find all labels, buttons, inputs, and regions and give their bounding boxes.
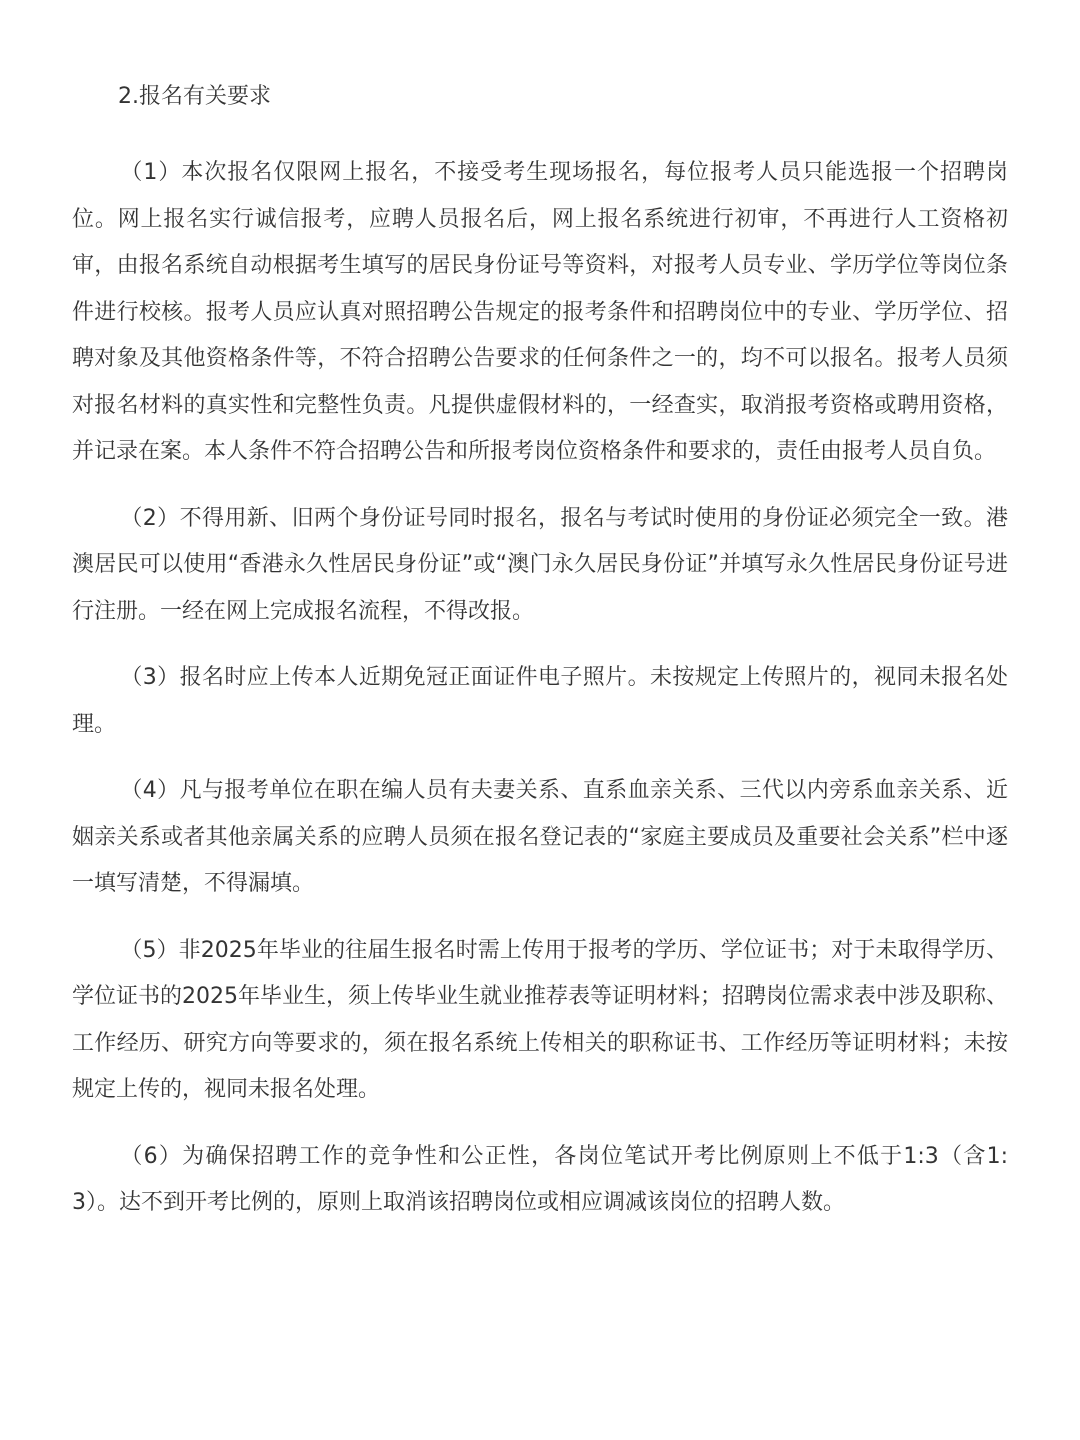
- paragraph-1: （1）本次报名仅限网上报名，不接受考生现场报名，每位报考人员只能选报一个招聘岗位。网上报名实行诚信报考，应聘人员报名后，网上报名系统进行初审，不再进行人工资格初审，由报名系统自动根据考生填写的居民身份证号等资料，对报考人员专业、学历学位等岗位条件进行校核。报考人员应认真对照招聘公告规定的报考条件和招聘岗位中的专业、学历学位、招聘对象及其他资格条件等，不符合招聘公告要求的任何条件之一的，均不可以报名。报考人员须对报名材料的真实性和完整性负责。凡提供虚假材料的，一经查实，取消报考资格或聘用资格，并记录在案。本人条件不符合招聘公告和所报考岗位资格条件和要求的，责任由报考人员自负。: [72, 160, 1008, 464]
- paragraph-2: （2）不得用新、旧两个身份证号同时报名，报名与考试时使用的身份证必须完全一致。港澳居民可以使用“香港永久性居民身份证”或“澳门永久居民身份证”并填写永久性居民身份证号进行注册。一经在网上完成报名流程，不得改报。: [72, 505, 1008, 624]
- paragraph-6: （6）为确保招聘工作的竞争性和公正性，各岗位笔试开考比例原则上不低于1:3（含1:3）。达不到开考比例的，原则上取消该招聘岗位或相应调减该岗位的招聘人数。: [72, 1143, 1008, 1215]
- paragraph-5: （5）非2025年毕业的往届生报名时需上传用于报考的学历、学位证书；对于未取得学历、学位证书的2025年毕业生，须上传毕业生就业推荐表等证明材料；招聘岗位需求表中涉及职称、工作经历、研究方向等要求的，须在报名系统上传相关的职称证书、工作经历等证明材料；未按规定上传的，视同未报名处理。: [72, 937, 1008, 1102]
- paragraph-4: （4）凡与报考单位在职在编人员有夫妻关系、直系血亲关系、三代以内旁系血亲关系、近姻亲关系或者其他亲属关系的应聘人员须在报名登记表的“家庭主要成员及重要社会关系”栏中逐一填写清楚，不得漏填。: [72, 778, 1008, 896]
- section-heading: 2.报名有关要求: [118, 84, 271, 109]
- paragraph-3: （3）报名时应上传本人近期免冠正面证件电子照片。未按规定上传照片的，视同未报名处理。: [72, 665, 1008, 737]
